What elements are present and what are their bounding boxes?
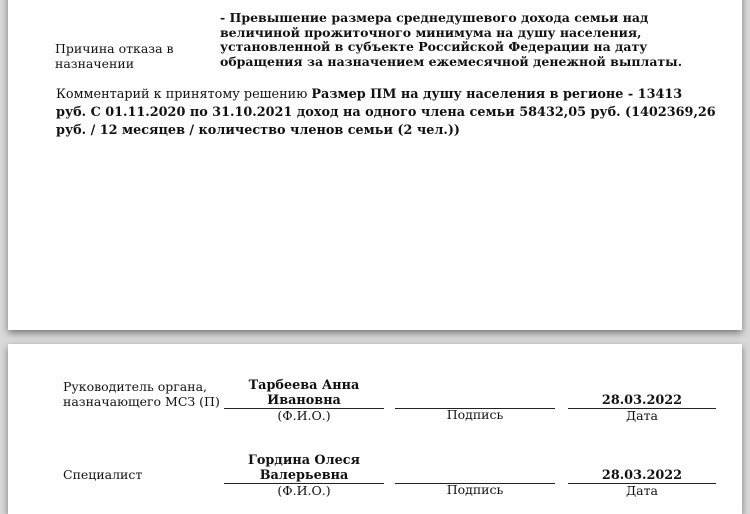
decision-comment-label: Комментарий к принятому решению [56,87,308,102]
date-caption: Дата [626,483,658,498]
decision-comment [56,86,716,140]
refusal-reason-text: - Превышение размера среднедушевого дохода семьи над величиной прожиточного минимума на душу населения, установленной в субъекте Российской Федерации на дату обращения за назначением ежемесячной денежной выплаты. [220,10,683,69]
decision-comment-text: Размер ПМ на душу населения в регионе - 13413 руб. С 01.11.2020 по 31.10.2021 доход на одного члена семьи 58432,05 руб. (1402369,26 руб. / 12 месяцев / количество членов семьи (2 чел.)) [56,87,716,138]
refusal-reason-label: Причина отказа в назначении [55,41,174,71]
signer-role-specialist: Специалист [63,467,143,482]
name-caption: (Ф.И.О.) [277,408,331,423]
signer-role-head: Руководитель органа, назначающего МСЗ (П) [63,379,220,409]
signer-name-head: Тарбеева Анна Ивановна [248,378,360,408]
signature-caption: Подпись [446,482,504,497]
document-page-bottom [8,344,742,514]
document-page-top [8,0,742,330]
signature-date-head: 28.03.2022 [601,393,683,408]
signature-caption: Подпись [446,407,504,422]
signer-name-specialist: Гордина Олеся Валерьевна [247,453,360,483]
signature-date-specialist: 28.03.2022 [601,468,683,483]
name-caption: (Ф.И.О.) [277,483,331,498]
date-caption: Дата [626,408,658,423]
